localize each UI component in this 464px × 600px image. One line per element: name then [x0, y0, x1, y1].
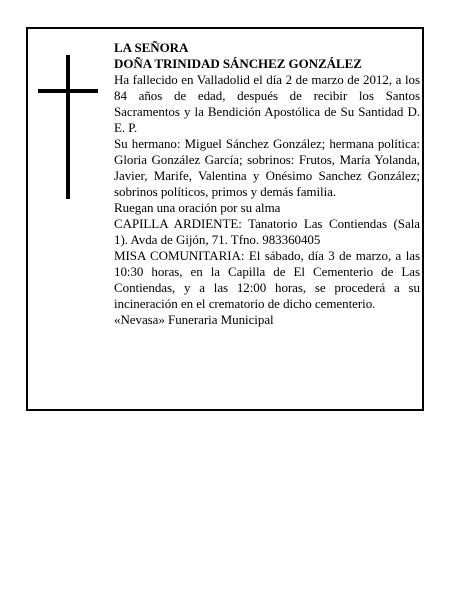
chapel-info: CAPILLA ARDIENTE: Tanatorio Las Contiendas (Sala 1). Avda de Gijón, 71. Tfno. 983360405: [114, 216, 420, 247]
notice-title: LA SEÑORA: [114, 40, 189, 55]
cross-icon: [38, 55, 98, 199]
death-notice-paragraph: Ha fallecido en Valladolid el día 2 de marzo de 2012, a los 84 años de edad, después de recibir los Santos Sacramentos y la Bendición Apostólica de Su Santidad D. E. P.: [114, 72, 420, 135]
obituary-text: [114, 40, 420, 328]
deceased-name: DOÑA TRINIDAD SÁNCHEZ GONZÁLEZ: [114, 56, 362, 71]
obituary-notice: [26, 27, 424, 411]
family-paragraph: Su hermano: Miguel Sánchez González; hermana política: Gloria González García; sobrinos: Frutos, María Yolanda, Javier, Marife, Valentina y Onésimo Sanchez González; sobrinos políticos, primos y demás familia.: [114, 136, 420, 199]
funeral-home: «Nevasa» Funeraria Municipal: [114, 312, 274, 327]
prayer-request: Ruegan una oración por su alma: [114, 200, 281, 215]
mass-info: MISA COMUNITARIA: El sábado, día 3 de marzo, a las 10:30 horas, en la Capilla de El Cementerio de Las Contiendas, y a las 12:00 horas, se procederá a su incineración en el crematorio de dicho cementerio.: [114, 248, 420, 311]
